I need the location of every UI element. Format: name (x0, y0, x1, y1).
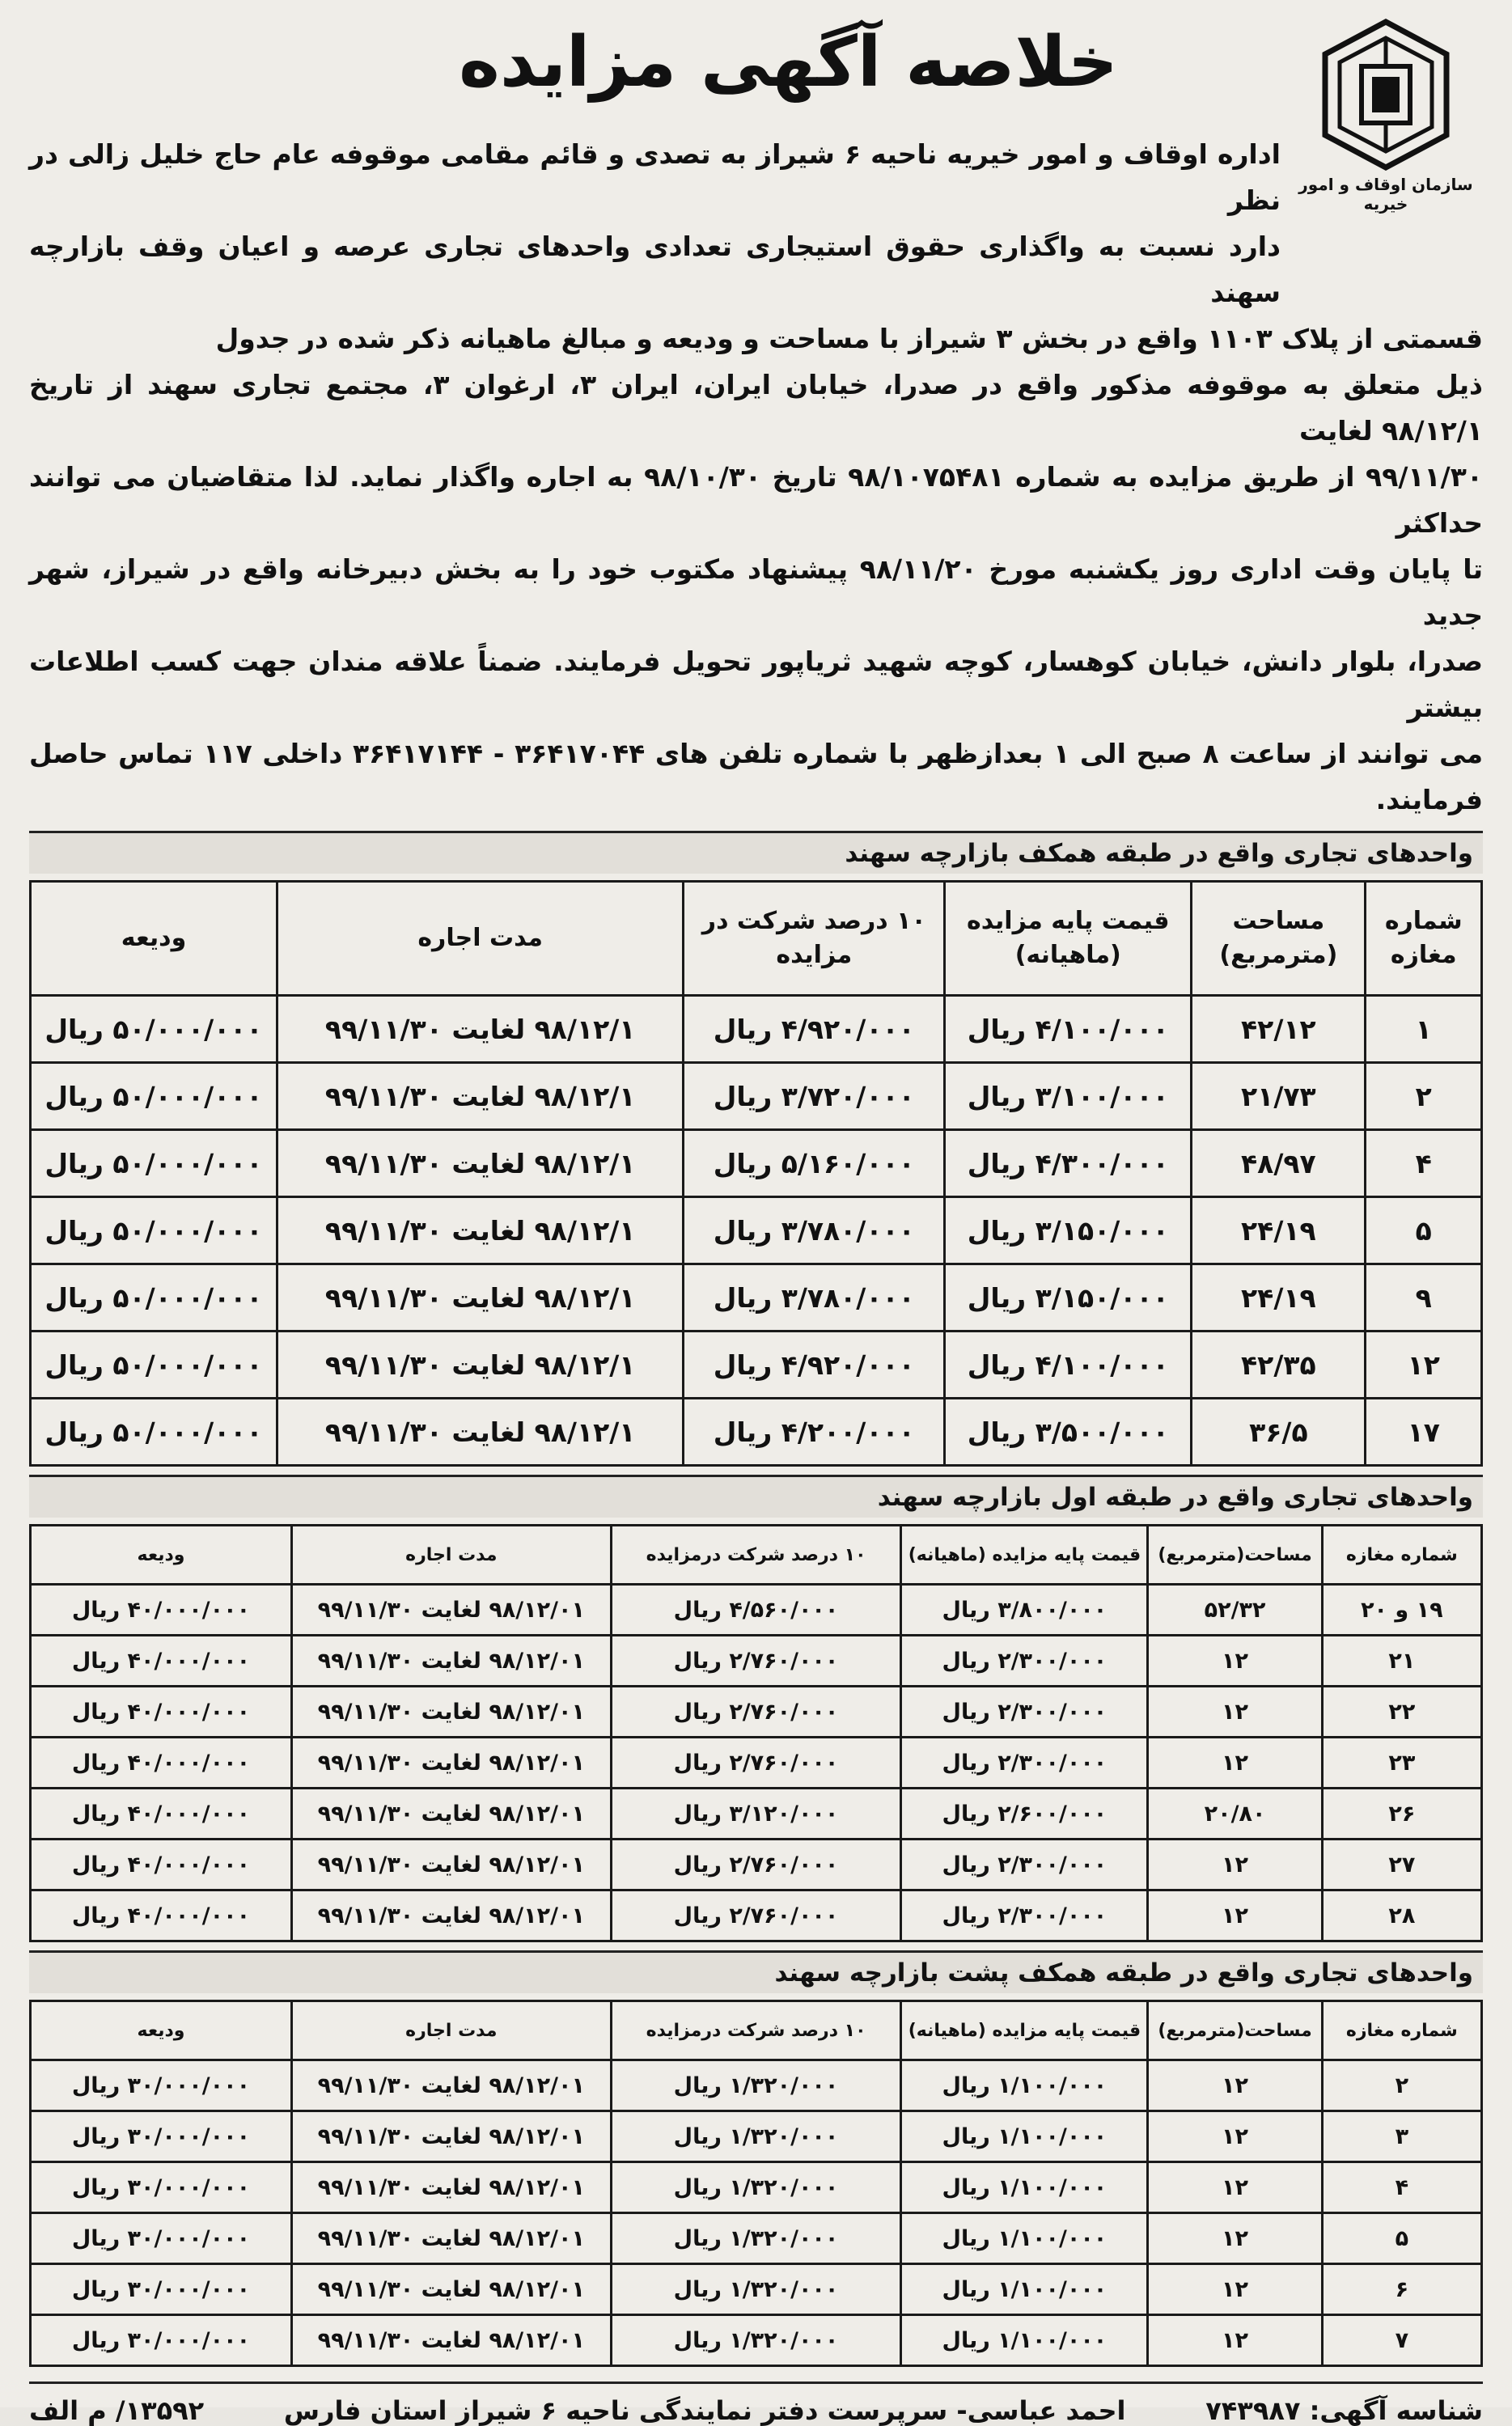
column-header: ۱۰ درصد شرکت درمزایده (611, 1526, 901, 1585)
table-cell: ۱/۱۰۰/۰۰۰ ریال (901, 2111, 1148, 2162)
table-cell: ۱۲ (1148, 2162, 1322, 2213)
table-cell: ۹۸/۱۲/۰۱ لغایت ۹۹/۱۱/۳۰ (291, 2111, 611, 2162)
table-row (31, 1840, 1482, 1890)
table-ground-floor (29, 880, 1483, 1467)
table-cell: ۲/۳۰۰/۰۰۰ ریال (901, 1890, 1148, 1941)
table-cell: ۱/۳۲۰/۰۰۰ ریال (611, 2111, 901, 2162)
table-row (31, 996, 1482, 1063)
table-cell: ۹۸/۱۲/۱ لغایت ۹۹/۱۱/۳۰ (277, 1264, 684, 1332)
intro-line: ذیل متعلق به موقوفه مذکور واقع در صدرا، خیابان ایران، ایران ۳، ارغوان ۳، مجتمع تجاری سهند از تاریخ ۹۸/۱۲/۱ لغایت (29, 369, 1483, 447)
table-row (31, 1738, 1482, 1789)
intro-line: تا پایان وقت اداری روز یکشنبه مورخ ۹۸/۱۱/۲۰ پیشنهاد مکتوب خود را به بخش دبیرخانه واقع در شیراز، شهر جدید (29, 553, 1483, 631)
table-cell: ۹۸/۱۲/۱ لغایت ۹۹/۱۱/۳۰ (277, 1130, 684, 1197)
table-cell: ۱۲ (1148, 1738, 1322, 1789)
table-rear-ground-floor (29, 2000, 1483, 2367)
section-title-first-floor: واحدهای تجاری واقع در طبقه اول بازارچه سهند (29, 1475, 1483, 1518)
table-body (31, 2060, 1482, 2366)
table-cell: ۵۰/۰۰۰/۰۰۰ ریال (31, 1332, 277, 1399)
table-cell: ۱۲ (1366, 1332, 1482, 1399)
table-cell: ۹۸/۱۲/۰۱ لغایت ۹۹/۱۱/۳۰ (291, 2315, 611, 2366)
table-cell: ۱۲ (1148, 1687, 1322, 1738)
table-cell: ۴۰/۰۰۰/۰۰۰ ریال (31, 1738, 292, 1789)
table-row (31, 1789, 1482, 1840)
table-cell: ۱۷ (1366, 1399, 1482, 1466)
table-cell: ۲۴/۱۹ (1192, 1197, 1366, 1264)
intro-line: قسمتی از پلاک ۱۱۰۳ واقع در بخش ۳ شیراز با مساحت و ودیعه و مبالغ ماهیانه ذکر شده در جدول (215, 323, 1483, 354)
table-cell: ۶ (1322, 2264, 1481, 2315)
table-row (31, 1890, 1482, 1941)
column-header: مدت اجاره (277, 882, 684, 996)
table-cell: ۹۸/۱۲/۰۱ لغایت ۹۹/۱۱/۳۰ (291, 2060, 611, 2111)
table-cell: ۱۹ و ۲۰ (1322, 1585, 1481, 1636)
table-cell: ۲/۷۶۰/۰۰۰ ریال (611, 1738, 901, 1789)
table-row (31, 2060, 1482, 2111)
column-header: شماره مغازه (1366, 882, 1482, 996)
column-header: مساحت (مترمربع) (1192, 882, 1366, 996)
table-cell: ۷ (1322, 2315, 1481, 2366)
table-cell: ۲ (1366, 1063, 1482, 1130)
table-cell: ۲۱ (1322, 1636, 1481, 1687)
intro-paragraph (29, 131, 1281, 315)
table-row (31, 2315, 1482, 2366)
table-cell: ۵۰/۰۰۰/۰۰۰ ریال (31, 1399, 277, 1466)
table-cell: ۹ (1366, 1264, 1482, 1332)
table-cell: ۹۸/۱۲/۰۱ لغایت ۹۹/۱۱/۳۰ (291, 2264, 611, 2315)
table-cell: ۳/۷۲۰/۰۰۰ ریال (684, 1063, 945, 1130)
table-cell: ۹۸/۱۲/۰۱ لغایت ۹۹/۱۱/۳۰ (291, 1636, 611, 1687)
table-cell: ۳/۷۸۰/۰۰۰ ریال (684, 1197, 945, 1264)
table-cell: ۱۲ (1148, 2315, 1322, 2366)
table-cell: ۲۴/۱۹ (1192, 1264, 1366, 1332)
notice-footer (29, 2382, 1483, 2426)
table-cell: ۵۲/۳۲ (1148, 1585, 1322, 1636)
table-row (31, 1687, 1482, 1738)
column-header: مساحت(مترمربع) (1148, 2001, 1322, 2060)
table-cell: ۱/۳۲۰/۰۰۰ ریال (611, 2264, 901, 2315)
table-cell: ۱۲ (1148, 1840, 1322, 1890)
table-cell: ۹۸/۱۲/۰۱ لغایت ۹۹/۱۱/۳۰ (291, 1789, 611, 1840)
intro-line: دارد نسبت به واگذاری حقوق استیجاری تعدادی واحدهای تجاری عرصه و اعیان وقف بازارچه سهند (29, 231, 1281, 308)
column-header: مدت اجاره (291, 2001, 611, 2060)
table-cell: ۹۸/۱۲/۰۱ لغایت ۹۹/۱۱/۳۰ (291, 2213, 611, 2264)
column-header: مدت اجاره (291, 1526, 611, 1585)
table-cell: ۹۸/۱۲/۱ لغایت ۹۹/۱۱/۳۰ (277, 1399, 684, 1466)
table-cell: ۲/۶۰۰/۰۰۰ ریال (901, 1789, 1148, 1840)
table-header-row (31, 1526, 1482, 1585)
table-cell: ۲۰/۸۰ (1148, 1789, 1322, 1840)
intro-line: صدرا، بلوار دانش، خیابان کوهسار، کوچه شهید ثریاپور تحویل فرمایند. ضمناً علاقه مندان جهت کسب اطلاعات بیشتر (29, 646, 1483, 723)
table-row (31, 1264, 1482, 1332)
table-cell: ۹۸/۱۲/۰۱ لغایت ۹۹/۱۱/۳۰ (291, 1890, 611, 1941)
table-cell: ۴/۱۰۰/۰۰۰ ریال (945, 996, 1192, 1063)
table-cell: ۹۸/۱۲/۰۱ لغایت ۹۹/۱۱/۳۰ (291, 1840, 611, 1890)
table-cell: ۲/۷۶۰/۰۰۰ ریال (611, 1687, 901, 1738)
signature: احمد عباسی- سرپرست دفتر نمایندگی ناحیه ۶ شیراز استان فارس (283, 2395, 1126, 2426)
table-row (31, 1130, 1482, 1197)
table-cell: ۵۰/۰۰۰/۰۰۰ ریال (31, 996, 277, 1063)
table-cell: ۱۲ (1148, 2111, 1322, 2162)
table-cell: ۱/۱۰۰/۰۰۰ ریال (901, 2213, 1148, 2264)
table-cell: ۵ (1366, 1197, 1482, 1264)
intro-paragraph-full (29, 315, 1483, 823)
table-cell: ۵۰/۰۰۰/۰۰۰ ریال (31, 1197, 277, 1264)
table-cell: ۴۰/۰۰۰/۰۰۰ ریال (31, 1585, 292, 1636)
column-header: مساحت(مترمربع) (1148, 1526, 1322, 1585)
ad-id: شناسه آگهی: ۷۴۳۹۸۷ (1205, 2395, 1483, 2426)
table-cell: ۴/۵۶۰/۰۰۰ ریال (611, 1585, 901, 1636)
table-cell: ۳/۷۸۰/۰۰۰ ریال (684, 1264, 945, 1332)
table-cell: ۲/۳۰۰/۰۰۰ ریال (901, 1840, 1148, 1890)
table-cell: ۲ (1322, 2060, 1481, 2111)
table-cell: ۵۰/۰۰۰/۰۰۰ ریال (31, 1063, 277, 1130)
table-cell: ۲۶ (1322, 1789, 1481, 1840)
notice-title: خلاصه آگهی مزایده (459, 22, 1118, 103)
section-title-rear-ground-floor: واحدهای تجاری واقع در طبقه همکف پشت بازارچه سهند (29, 1950, 1483, 1993)
table-cell: ۲/۷۶۰/۰۰۰ ریال (611, 1890, 901, 1941)
table-cell: ۲/۷۶۰/۰۰۰ ریال (611, 1840, 901, 1890)
table-cell: ۴۰/۰۰۰/۰۰۰ ریال (31, 1789, 292, 1840)
table-cell: ۳/۸۰۰/۰۰۰ ریال (901, 1585, 1148, 1636)
table-cell: ۱/۱۰۰/۰۰۰ ریال (901, 2315, 1148, 2366)
table-cell: ۱/۳۲۰/۰۰۰ ریال (611, 2060, 901, 2111)
table-cell: ۹۸/۱۲/۰۱ لغایت ۹۹/۱۱/۳۰ (291, 1738, 611, 1789)
table-cell: ۳۰/۰۰۰/۰۰۰ ریال (31, 2111, 292, 2162)
table-cell: ۲۷ (1322, 1840, 1481, 1890)
table-cell: ۴۰/۰۰۰/۰۰۰ ریال (31, 1840, 292, 1890)
table-row (31, 1063, 1482, 1130)
table-cell: ۳/۱۲۰/۰۰۰ ریال (611, 1789, 901, 1840)
table-row (31, 1332, 1482, 1399)
endowment-logo (1289, 18, 1483, 220)
intro-line: اداره اوقاف و امور خیریه ناحیه ۶ شیراز به تصدی و قائم مقامی موقوفه عام حاج خلیل زالی در نظر (29, 138, 1281, 216)
table-cell: ۱/۱۰۰/۰۰۰ ریال (901, 2060, 1148, 2111)
table-cell: ۳۶/۵ (1192, 1399, 1366, 1466)
section-title-ground-floor: واحدهای تجاری واقع در طبقه همکف بازارچه سهند (29, 831, 1483, 874)
table-cell: ۹۸/۱۲/۱ لغایت ۹۹/۱۱/۳۰ (277, 1197, 684, 1264)
table-cell: ۵۰/۰۰۰/۰۰۰ ریال (31, 1130, 277, 1197)
table-cell: ۳/۱۵۰/۰۰۰ ریال (945, 1264, 1192, 1332)
column-header: ودیعه (31, 882, 277, 996)
table-cell: ۵/۱۶۰/۰۰۰ ریال (684, 1130, 945, 1197)
table-cell: ۱/۱۰۰/۰۰۰ ریال (901, 2162, 1148, 2213)
table-cell: ۳۰/۰۰۰/۰۰۰ ریال (31, 2060, 292, 2111)
table-row (31, 2264, 1482, 2315)
table-body (31, 996, 1482, 1466)
table-body (31, 1585, 1482, 1941)
table-cell: ۴/۱۰۰/۰۰۰ ریال (945, 1332, 1192, 1399)
table-cell: ۴/۳۰۰/۰۰۰ ریال (945, 1130, 1192, 1197)
table-cell: ۱۲ (1148, 1636, 1322, 1687)
table-cell: ۴ (1322, 2162, 1481, 2213)
intro-line: می توانند از ساعت ۸ صبح الی ۱ بعدازظهر با شماره تلفن های ۳۶۴۱۷۰۴۴ - ۳۶۴۱۷۱۴۴ داخلی ۱۱۷ تماس حاصل فرمایند. (29, 738, 1483, 815)
table-row (31, 1197, 1482, 1264)
table-cell: ۴۲/۱۲ (1192, 996, 1366, 1063)
table-row (31, 1585, 1482, 1636)
table-cell: ۱۲ (1148, 2213, 1322, 2264)
table-header-row (31, 2001, 1482, 2060)
table-cell: ۱/۳۲۰/۰۰۰ ریال (611, 2162, 901, 2213)
table-cell: ۵۰/۰۰۰/۰۰۰ ریال (31, 1264, 277, 1332)
column-header: ۱۰ درصد شرکت درمزایده (611, 2001, 901, 2060)
table-row (31, 1399, 1482, 1466)
column-header: قیمت پایه مزایده (ماهیانه) (901, 1526, 1148, 1585)
table-cell: ۹۸/۱۲/۰۱ لغایت ۹۹/۱۱/۳۰ (291, 1585, 611, 1636)
table-header-row (31, 882, 1482, 996)
table-cell: ۲۱/۷۳ (1192, 1063, 1366, 1130)
table-cell: ۲۲ (1322, 1687, 1481, 1738)
table-cell: ۳۰/۰۰۰/۰۰۰ ریال (31, 2315, 292, 2366)
table-cell: ۲/۳۰۰/۰۰۰ ریال (901, 1687, 1148, 1738)
table-cell: ۴۰/۰۰۰/۰۰۰ ریال (31, 1890, 292, 1941)
table-cell: ۱/۱۰۰/۰۰۰ ریال (901, 2264, 1148, 2315)
column-header: ۱۰ درصد شرکت در مزایده (684, 882, 945, 996)
table-cell: ۳/۵۰۰/۰۰۰ ریال (945, 1399, 1192, 1466)
column-header: ودیعه (31, 1526, 292, 1585)
table-first-floor (29, 1524, 1483, 1942)
table-cell: ۴۰/۰۰۰/۰۰۰ ریال (31, 1636, 292, 1687)
table-cell: ۳۰/۰۰۰/۰۰۰ ریال (31, 2213, 292, 2264)
table-cell: ۴۲/۳۵ (1192, 1332, 1366, 1399)
table-cell: ۹۸/۱۲/۱ لغایت ۹۹/۱۱/۳۰ (277, 1332, 684, 1399)
table-cell: ۹۸/۱۲/۰۱ لغایت ۹۹/۱۱/۳۰ (291, 1687, 611, 1738)
table-row (31, 1636, 1482, 1687)
table-cell: ۴ (1366, 1130, 1482, 1197)
table-cell: ۱/۳۲۰/۰۰۰ ریال (611, 2315, 901, 2366)
table-cell: ۴/۹۲۰/۰۰۰ ریال (684, 996, 945, 1063)
table-cell: ۲/۳۰۰/۰۰۰ ریال (901, 1738, 1148, 1789)
table-cell: ۴/۹۲۰/۰۰۰ ریال (684, 1332, 945, 1399)
column-header: شماره مغازه (1322, 1526, 1481, 1585)
table-row (31, 2213, 1482, 2264)
logo-caption: سازمان اوقاف و امور خیریه (1298, 175, 1473, 214)
column-header: قیمت پایه مزایده (ماهیانه) (945, 882, 1192, 996)
table-cell: ۹۸/۱۲/۱ لغایت ۹۹/۱۱/۳۰ (277, 996, 684, 1063)
table-cell: ۱/۳۲۰/۰۰۰ ریال (611, 2213, 901, 2264)
table-cell: ۴۰/۰۰۰/۰۰۰ ریال (31, 1687, 292, 1738)
table-cell: ۳/۱۵۰/۰۰۰ ریال (945, 1197, 1192, 1264)
column-header: شماره مغازه (1322, 2001, 1481, 2060)
table-cell: ۲۸ (1322, 1890, 1481, 1941)
column-header: ودیعه (31, 2001, 292, 2060)
table-cell: ۱۲ (1148, 2060, 1322, 2111)
table-row (31, 2162, 1482, 2213)
table-cell: ۹۸/۱۲/۰۱ لغایت ۹۹/۱۱/۳۰ (291, 2162, 611, 2213)
table-cell: ۳۰/۰۰۰/۰۰۰ ریال (31, 2264, 292, 2315)
table-cell: ۲/۷۶۰/۰۰۰ ریال (611, 1636, 901, 1687)
table-cell: ۴/۲۰۰/۰۰۰ ریال (684, 1399, 945, 1466)
reference-number: ۱۳۵۹۲/ م الف (29, 2395, 205, 2426)
table-cell: ۲۳ (1322, 1738, 1481, 1789)
table-cell: ۲/۳۰۰/۰۰۰ ریال (901, 1636, 1148, 1687)
table-cell: ۱ (1366, 996, 1482, 1063)
table-cell: ۹۸/۱۲/۱ لغایت ۹۹/۱۱/۳۰ (277, 1063, 684, 1130)
table-cell: ۵ (1322, 2213, 1481, 2264)
table-cell: ۴۸/۹۷ (1192, 1130, 1366, 1197)
table-cell: ۱۲ (1148, 2264, 1322, 2315)
table-cell: ۱۲ (1148, 1890, 1322, 1941)
table-cell: ۳ (1322, 2111, 1481, 2162)
endowment-emblem-icon (1317, 18, 1455, 171)
table-cell: ۳۰/۰۰۰/۰۰۰ ریال (31, 2162, 292, 2213)
table-cell: ۳/۱۰۰/۰۰۰ ریال (945, 1063, 1192, 1130)
column-header: قیمت پایه مزایده (ماهیانه) (901, 2001, 1148, 2060)
table-row (31, 2111, 1482, 2162)
intro-line: ۹۹/۱۱/۳۰ از طریق مزایده به شماره ۹۸/۱۰۷۵۴۸۱ تاریخ ۹۸/۱۰/۳۰ به اجاره واگذار نماید. لذا متقاضیان می توانند حداکثر (29, 461, 1484, 539)
